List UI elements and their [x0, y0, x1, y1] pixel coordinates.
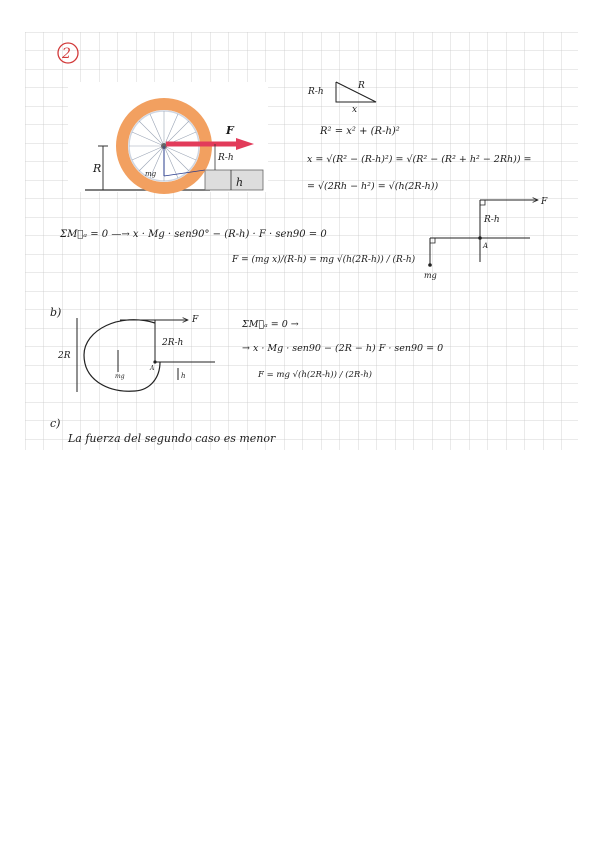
part-c-answer: La fuerza del segundo caso es menor: [68, 432, 276, 445]
fbd-a-mg: mg: [424, 271, 437, 280]
part-b-diameter: 2R: [58, 351, 71, 361]
part-b-equation: → x · Mg · sen90 − (2R − h) F · sen90 = 0: [242, 343, 444, 354]
radius-label: R: [93, 162, 102, 175]
triangle-hyp-label: R: [358, 81, 365, 91]
height-label: h: [236, 176, 244, 189]
mg-label: mg: [145, 170, 157, 178]
part-b-moment: ΣM⃗ₐ = 0 →: [242, 319, 299, 330]
part-b-force: F: [192, 315, 199, 325]
fbd-a-rh: R-h: [484, 215, 500, 225]
part-b-label: b): [50, 306, 62, 319]
part-b-mg: mg: [115, 373, 125, 380]
force-label: F: [226, 124, 234, 137]
eq-x-simplified: = √(2Rh − h²) = √(h(2R-h)): [307, 181, 439, 192]
eq-moment-a: ΣM⃗ₐ = 0 —→ x · Mg · sen90° − (R-h) · F · sen90 = 0: [60, 229, 327, 240]
eq-x-definition: x = √(R² − (R-h)²) = √(R² − (R² + h² − 2Rh)) =: [307, 154, 532, 165]
triangle-bottom-label: x: [352, 105, 358, 115]
rh-label: R-h: [218, 153, 234, 163]
eq-pythagoras: R² = x² + (R-h)²: [320, 126, 400, 137]
fbd-a-force: F: [541, 197, 548, 207]
eq-force-a: F = (mg x)/(R-h) = mg √(h(2R-h)) / (R-h): [232, 255, 416, 265]
part-b-length: 2R-h: [162, 338, 184, 348]
wheel-figure: [68, 82, 268, 192]
problem-number: 2: [62, 46, 71, 62]
part-c-label: c): [50, 417, 61, 430]
part-b-result: F = mg √(h(2R-h)) / (2R-h): [258, 370, 372, 380]
triangle-left-label: R-h: [308, 87, 324, 97]
fbd-a-point: A: [483, 242, 489, 250]
part-b-point: A: [150, 365, 155, 372]
part-b-h: h: [181, 372, 186, 380]
